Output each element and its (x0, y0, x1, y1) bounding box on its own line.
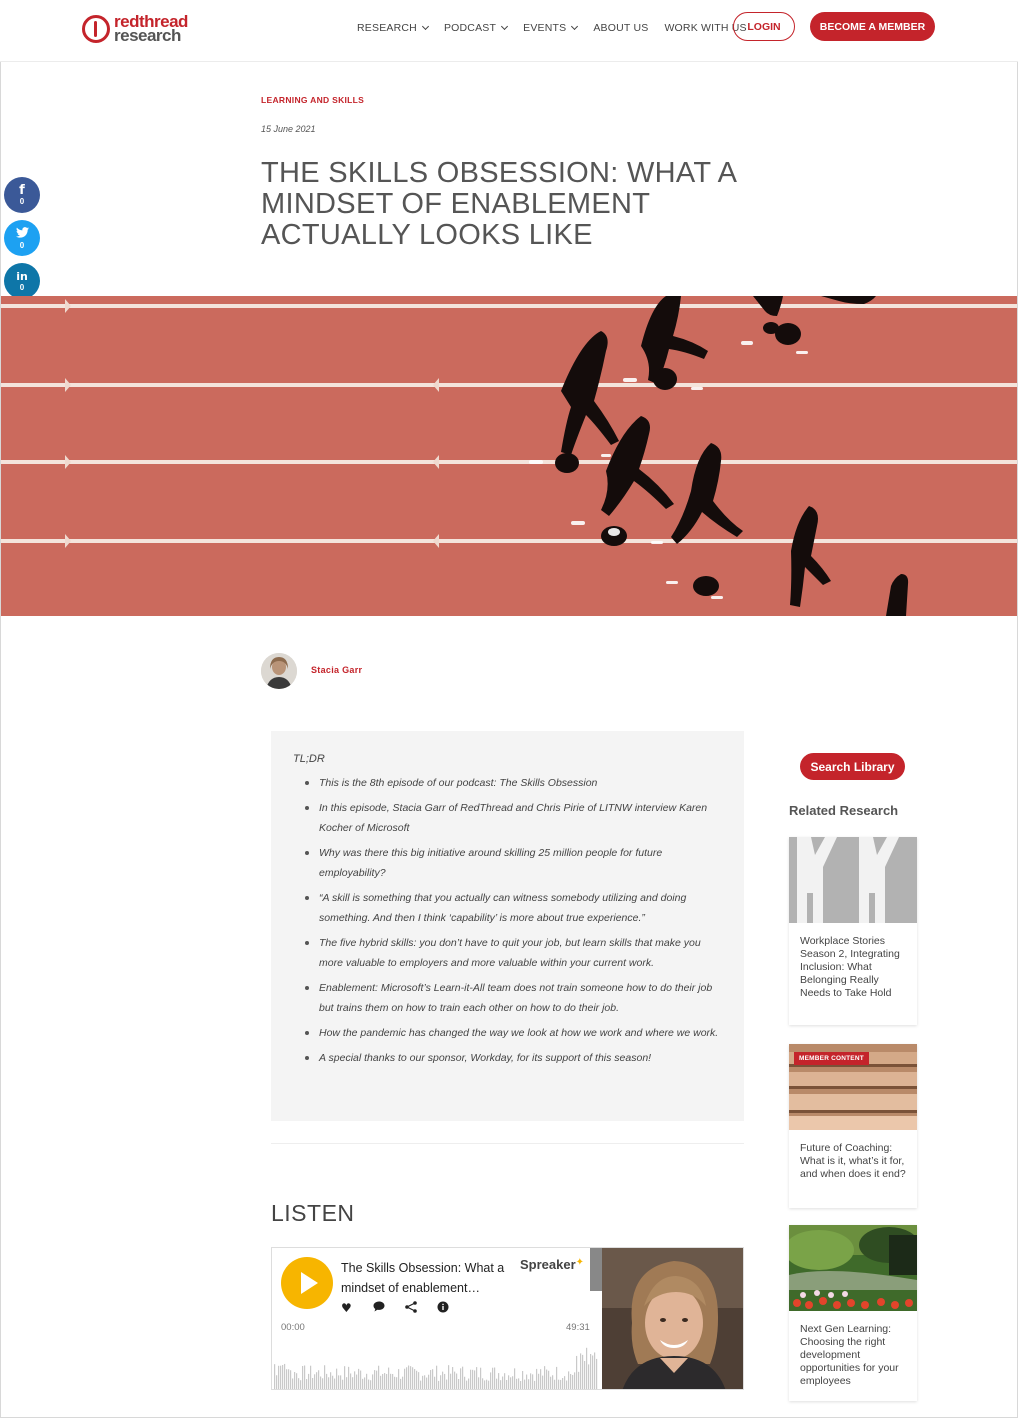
waveform-bar (376, 1371, 377, 1389)
waveform-bar (468, 1379, 469, 1389)
nav-podcast-label: PODCAST (443, 22, 497, 34)
waveform-bar (558, 1380, 559, 1389)
waveform-bar (464, 1377, 465, 1389)
waveform-seekbar[interactable] (274, 1343, 599, 1389)
waveform-bar (446, 1380, 447, 1389)
waveform-bar (294, 1372, 295, 1389)
waveform-bar (398, 1369, 399, 1389)
twitter-share-button[interactable] (4, 220, 40, 256)
waveform-bar (556, 1367, 557, 1389)
tldr-item: A special thanks to our sponsor, Workday, for its support of this season! (293, 1048, 722, 1068)
waveform-bar (400, 1379, 401, 1389)
waveform-bar (576, 1356, 577, 1389)
waveform-bar (508, 1375, 509, 1389)
episode-title[interactable]: The Skills Obsession: What a mindset of enablement… (341, 1261, 505, 1295)
waveform-bar (316, 1372, 317, 1389)
nav-work-with-us-label: WORK WITH US (664, 22, 747, 34)
author-name-link[interactable]: Stacia Garr (311, 665, 363, 675)
waveform-bar (460, 1368, 461, 1389)
waveform-bar (456, 1373, 457, 1389)
related-research-heading: Related Research (789, 803, 899, 818)
waveform-bar (428, 1375, 429, 1389)
logo[interactable] (82, 12, 188, 46)
waveform-bar (510, 1377, 511, 1389)
nav-events[interactable] (523, 22, 577, 34)
waveform-bar (412, 1367, 413, 1389)
waveform-bar (462, 1367, 463, 1389)
spreaker-label: Spreaker (520, 1257, 576, 1272)
search-library-button[interactable]: Search Library (800, 753, 905, 780)
waveform-bar (440, 1375, 441, 1389)
waveform-bar (418, 1372, 419, 1389)
waveform-bar (550, 1377, 551, 1389)
waveform-bar (314, 1374, 315, 1389)
waveform-bar (568, 1371, 569, 1389)
main-nav (357, 0, 763, 56)
waveform-bar (458, 1379, 459, 1389)
twitter-share-count: 0 (19, 240, 25, 250)
waveform-bar (312, 1378, 313, 1389)
tldr-item: How the pandemic has changed the way we look at how we work and where we work. (293, 1023, 722, 1043)
facebook-share-button[interactable] (4, 177, 40, 213)
logo-mark-icon (82, 15, 110, 43)
waveform-bar (476, 1367, 477, 1389)
waveform-bar (516, 1379, 517, 1389)
waveform-bar (566, 1381, 567, 1389)
waveform-bar (414, 1369, 415, 1389)
related-card-image (789, 1225, 917, 1311)
waveform-bar (368, 1380, 369, 1389)
waveform-bar (330, 1372, 331, 1389)
podcast-player (271, 1247, 744, 1390)
waveform-bar (390, 1374, 391, 1389)
waveform-bar (328, 1377, 329, 1389)
nav-about-us[interactable] (593, 22, 648, 34)
waveform-bar (536, 1369, 537, 1389)
waveform-bar (308, 1374, 309, 1389)
waveform-bar (496, 1379, 497, 1389)
waveform-bar (426, 1378, 427, 1389)
waveform-bar (538, 1374, 539, 1389)
tldr-item: Enablement: Microsoft’s Learn-it-All team does not train someone how to do their job but trains them on how to train each other on how to do their job. (293, 978, 722, 1018)
time-total: 49:31 (566, 1322, 590, 1333)
waveform-bar (326, 1374, 327, 1389)
spreaker-logo[interactable] (520, 1257, 584, 1272)
facebook-icon: f (19, 183, 25, 198)
waveform-bar (358, 1369, 359, 1389)
waveform-bar (372, 1374, 373, 1389)
waveform-bar (564, 1376, 565, 1389)
nav-research[interactable] (357, 22, 428, 34)
waveform-bar (356, 1375, 357, 1389)
tldr-item: In this episode, Stacia Garr of RedThread and Chris Pirie of LITNW interview Karen Kocher of Microsoft (293, 798, 722, 838)
nav-events-label: EVENTS (523, 22, 567, 34)
facebook-share-count: 0 (19, 197, 25, 206)
tldr-item: Why was there this big initiative around skilling 25 million people for future employability? (293, 843, 722, 883)
player-actions (341, 1301, 469, 1316)
login-button[interactable]: LOGIN (733, 12, 795, 41)
waveform-bar (552, 1375, 553, 1389)
waveform-bar (332, 1376, 333, 1389)
waveform-bar (450, 1374, 451, 1389)
waveform-bar (590, 1354, 591, 1389)
member-content-badge: MEMBER CONTENT (794, 1052, 869, 1065)
waveform-bar (484, 1380, 485, 1389)
tldr-item: The five hybrid skills: you don’t have to quit your job, but learn skills that make you more valuable to employers and more valuable within your current work. (293, 933, 722, 973)
waveform-bar (472, 1370, 473, 1389)
waveform-bar (322, 1378, 323, 1389)
comment-icon[interactable] (373, 1301, 405, 1316)
share-icon[interactable] (405, 1301, 437, 1316)
waveform-bar (404, 1369, 405, 1389)
chevron-down-icon (571, 23, 578, 30)
waveform-bar (548, 1371, 549, 1389)
waveform-bar (444, 1374, 445, 1389)
waveform-bar (334, 1379, 335, 1389)
waveform-bar (442, 1372, 443, 1389)
time-elapsed: 00:00 (281, 1322, 305, 1333)
waveform-bar (342, 1380, 343, 1389)
waveform-bar (560, 1380, 561, 1389)
waveform-bar (478, 1377, 479, 1389)
waveform-bar (474, 1370, 475, 1389)
waveform-bar (584, 1361, 585, 1389)
waveform-bar (430, 1370, 431, 1389)
waveform-bar (274, 1364, 275, 1389)
waveform-bar (434, 1377, 435, 1389)
waveform-bar (298, 1378, 299, 1389)
waveform-bar (488, 1381, 489, 1389)
star-icon: ✦ (575, 1257, 585, 1268)
waveform-bar (528, 1379, 529, 1389)
waveform-bar (526, 1375, 527, 1389)
waveform-bar (324, 1365, 325, 1389)
waveform-bar (304, 1365, 305, 1389)
play-button[interactable] (281, 1257, 333, 1309)
related-card[interactable] (789, 1044, 917, 1208)
waveform-bar (402, 1377, 403, 1389)
related-card-title: Next Gen Learning: Choosing the right development opportunities for your employees (800, 1323, 899, 1387)
waveform-bar (482, 1378, 483, 1389)
linkedin-share-count: 0 (19, 283, 25, 292)
waveform-bar (436, 1366, 437, 1389)
waveform-bar (378, 1366, 379, 1389)
waveform-bar (492, 1368, 493, 1389)
waveform-bar (586, 1348, 587, 1389)
waveform-bar (470, 1370, 471, 1389)
waveform-bar (276, 1375, 277, 1389)
author-avatar[interactable] (261, 653, 297, 689)
waveform-bar (588, 1364, 589, 1389)
listen-heading: LISTEN (271, 1200, 355, 1226)
waveform-bar (302, 1366, 303, 1389)
waveform-bar (486, 1380, 487, 1389)
vertical-strip (590, 1248, 602, 1291)
waveform-bar (388, 1368, 389, 1389)
waveform-bar (432, 1369, 433, 1389)
waveform-bar (352, 1377, 353, 1389)
waveform-bar (540, 1369, 541, 1389)
become-member-button[interactable]: BECOME A MEMBER (810, 12, 935, 41)
waveform-bar (512, 1376, 513, 1389)
waveform-bar (280, 1366, 281, 1389)
waveform-bar (506, 1380, 507, 1389)
waveform-bar (360, 1371, 361, 1389)
waveform-bar (284, 1364, 285, 1389)
waveform-bar (578, 1372, 579, 1389)
related-card[interactable] (789, 837, 917, 1025)
waveform-bar (594, 1352, 595, 1389)
waveform-bar (310, 1366, 311, 1389)
waveform-bar (580, 1353, 581, 1389)
waveform-bar (350, 1373, 351, 1389)
waveform-bar (554, 1380, 555, 1389)
waveform-bar (518, 1378, 519, 1389)
waveform-bar (346, 1377, 347, 1389)
waveform-bar (544, 1366, 545, 1389)
waveform-bar (364, 1377, 365, 1389)
article-title: THE SKILLS OBSESSION: WHAT A MINDSET OF ENABLEMENT ACTUALLY LOOKS LIKE (261, 157, 736, 251)
waveform-bar (318, 1370, 319, 1389)
waveform-bar (392, 1374, 393, 1389)
heart-icon[interactable]: ♥ (341, 1301, 352, 1315)
waveform-bar (382, 1374, 383, 1389)
related-card-title: Future of Coaching: What is it, what’s it for, and when does it end? (800, 1142, 906, 1180)
chevron-down-icon (422, 23, 429, 30)
waveform-bar (292, 1378, 293, 1389)
waveform-bar (410, 1366, 411, 1389)
tldr-item: This is the 8th episode of our podcast: The Skills Obsession (293, 773, 722, 793)
waveform-bar (282, 1365, 283, 1389)
waveform-bar (480, 1368, 481, 1389)
tldr-item: “A skill is something that you actually can witness somebody utilizing and doing something. And then I think ‘capability’ is more about true experience.” (293, 888, 722, 928)
waveform-bar (380, 1376, 381, 1389)
waveform-bar (354, 1371, 355, 1389)
waveform-bar (592, 1355, 593, 1389)
tldr-heading: TL;DR (293, 753, 325, 765)
section-divider (271, 1143, 744, 1144)
waveform-bar (306, 1379, 307, 1389)
waveform-bar (406, 1367, 407, 1389)
waveform-bar (340, 1375, 341, 1389)
waveform-bar (348, 1367, 349, 1389)
hero-image (1, 296, 1017, 616)
waveform-bar (296, 1373, 297, 1389)
chevron-down-icon (501, 23, 508, 30)
logo-text-line2: research (114, 26, 181, 45)
waveform-bar (524, 1380, 525, 1389)
waveform-bar (520, 1381, 521, 1389)
related-card[interactable] (789, 1225, 917, 1401)
waveform-bar (534, 1381, 535, 1389)
nav-research-label: RESEARCH (357, 22, 417, 34)
waveform-bar (286, 1369, 287, 1389)
waveform-bar (494, 1368, 495, 1389)
waveform-bar (386, 1374, 387, 1389)
waveform-bar (374, 1370, 375, 1389)
waveform-bar (454, 1372, 455, 1389)
waveform-bar (498, 1373, 499, 1389)
waveform-bar (532, 1374, 533, 1389)
tldr-list (293, 773, 722, 1068)
related-card-image (789, 1044, 917, 1130)
episode-cover-image[interactable] (602, 1248, 744, 1390)
waveform-bar (408, 1366, 409, 1389)
waveform-bar (542, 1376, 543, 1389)
waveform-bar (344, 1366, 345, 1389)
info-icon[interactable] (437, 1301, 469, 1316)
article-category-link[interactable]: LEARNING AND SKILLS (261, 95, 365, 105)
article-date: 15 June 2021 (261, 124, 316, 134)
waveform-bar (572, 1375, 573, 1389)
waveform-bar (466, 1381, 467, 1389)
waveform-bar (366, 1374, 367, 1389)
site-header (0, 0, 1018, 62)
related-card-title: Workplace Stories Season 2, Integrating Inclusion: What Belonging Really Needs to Take Hold (800, 935, 900, 999)
waveform-bar (438, 1381, 439, 1389)
waveform-bar (290, 1370, 291, 1389)
waveform-bar (562, 1378, 563, 1389)
waveform-bar (320, 1377, 321, 1389)
twitter-icon (16, 227, 29, 241)
waveform-bar (500, 1380, 501, 1389)
waveform-bar (574, 1372, 575, 1389)
waveform-bar (370, 1380, 371, 1389)
waveform-bar (338, 1375, 339, 1389)
waveform-bar (362, 1379, 363, 1389)
waveform-bar (582, 1355, 583, 1389)
waveform-bar (522, 1371, 523, 1389)
waveform-bar (394, 1377, 395, 1389)
waveform-bar (416, 1371, 417, 1389)
waveform-bar (514, 1368, 515, 1389)
waveform-bar (596, 1359, 597, 1389)
waveform-bar (570, 1374, 571, 1389)
linkedin-icon: in (16, 270, 28, 283)
waveform-bar (300, 1380, 301, 1389)
waveform-bar (546, 1370, 547, 1389)
linkedin-share-button[interactable] (4, 263, 40, 299)
waveform-bar (336, 1369, 337, 1389)
waveform-bar (530, 1373, 531, 1389)
nav-podcast[interactable] (444, 22, 507, 34)
waveform-bar (278, 1366, 279, 1389)
waveform-bar (288, 1369, 289, 1389)
waveform-bar (448, 1365, 449, 1389)
waveform-bar (384, 1373, 385, 1389)
nav-about-us-label: ABOUT US (593, 22, 649, 34)
waveform-bar (396, 1377, 397, 1389)
waveform-bar (452, 1367, 453, 1389)
tldr-box (271, 731, 744, 1121)
waveform-bar (504, 1373, 505, 1389)
waveform-bar (420, 1381, 421, 1389)
logo-text-line1: redthread (114, 12, 188, 31)
waveform-bar (490, 1372, 491, 1389)
waveform-bar (502, 1377, 503, 1389)
waveform-bar (424, 1375, 425, 1389)
related-card-image (789, 837, 917, 923)
waveform-bar (422, 1376, 423, 1389)
